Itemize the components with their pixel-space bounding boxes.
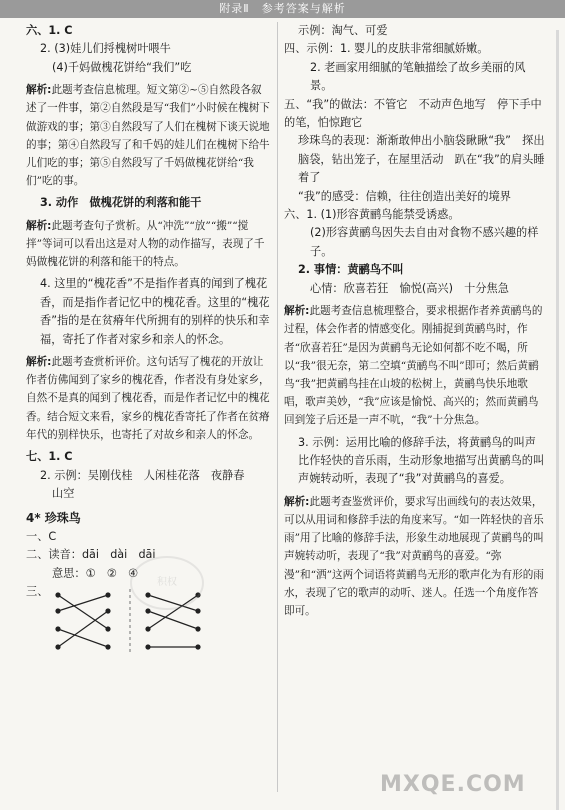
answer-6-2-a: 2. (3)娃儿们捋槐树叶喂牛 bbox=[40, 42, 171, 56]
answer-r3: 2. 老画家用细腻的笔触描绘了故乡美丽的风景。 bbox=[310, 60, 526, 93]
answer-s4-2-meaning: 意思：① ② ④ bbox=[52, 566, 139, 580]
analysis-block bbox=[26, 353, 272, 444]
column-divider bbox=[277, 22, 278, 792]
analysis-label: 解析: bbox=[26, 219, 52, 232]
analysis-text: 此题考查句子赏析。从“冲洗”“放”“搬”“搅拌”等词可以看出这是对人物的动作描写，表现了千妈做槐花饼的利落和能干的特点。 bbox=[26, 219, 265, 269]
answer-r1: 示例：淘气、可爱 bbox=[298, 24, 388, 37]
answer-r11: 3. 示例：运用比喻的修辞手法，将黄鹂鸟的叫声比作轻快的音乐雨，生动形象地描写出黄鹂鸟的叫声婉转动听，表现了“我”对黄鹂鸟的喜爱。 bbox=[298, 435, 545, 486]
answer-6-1: 六、1. C bbox=[26, 24, 73, 37]
answer-r8: (2)形容黄鹂鸟因失去自由对食物不感兴趣的样子。 bbox=[310, 226, 539, 258]
answer-7-1: 七、1. C bbox=[26, 450, 73, 464]
answer-r4: 五、“我”的做法：不管它 不动声色地写 停下手中的笔，怕惊跑它 bbox=[284, 97, 542, 130]
match-line bbox=[58, 629, 108, 647]
page-edge-shadow bbox=[556, 30, 559, 810]
answer-s4-2-pronunciation: 二、读音：dāi dài dāi bbox=[26, 548, 156, 562]
answer-3: 3. 动作 做槐花饼的利落和能干 bbox=[40, 196, 202, 210]
answer-r6: “我”的感受：信赖，往往创造出美好的境界 bbox=[298, 189, 511, 203]
analysis-block bbox=[26, 217, 272, 272]
answer-r2: 四、示例：1. 婴儿的皮肤非常细腻娇嫩。 bbox=[284, 42, 489, 56]
right-column bbox=[284, 22, 546, 620]
analysis-block bbox=[26, 81, 272, 190]
analysis-text: 此题考查信息梳理。短文第②~⑤自然段各叙述了一件事，第②自然段是写“我们”小时候在槐树下做游戏的事；第③自然段写了人们在槐树下谈天说地的事；第④自然段写了和千妈的娃儿们在槐树下给牛儿们吃的事；第⑤自然段写了千妈做槐花饼给“我们”吃的事。 bbox=[26, 84, 270, 188]
answer-7-2-a: 2. 示例：吴刚伐桂 人闲桂花落 夜静春 bbox=[40, 468, 245, 482]
analysis-label: 解析: bbox=[284, 495, 310, 508]
analysis-label: 解析: bbox=[26, 84, 52, 97]
answer-7-2-b: 山空 bbox=[52, 486, 75, 500]
section-title: 4* 珍珠鸟 bbox=[26, 511, 81, 526]
page-header: 附录Ⅱ 参考答案与解析 bbox=[0, 0, 565, 18]
answer-4: 4. 这里的“槐花香”不是指作者真的闻到了槐花香，而是指作者记忆中的槐花香。这里的“槐花香”指的是在贫瘠年代所拥有的别样的快乐和幸福，寄托了作者对家乡和亲人的怀念。 bbox=[40, 277, 270, 346]
analysis-text: 此题考查鉴赏评价，要求写出画线句的表达效果，可以从用词和修辞手法的角度来写。“如一阵轻快的音乐雨”用了比喻的修辞手法，形象生动地展现了黄鹂鸟的叫声婉转动听，表现了“我”对黄鹂鸟的喜爱。“弥漫”和“洒”这两个词语将黄鹂鸟无形的歌声化为有形的雨水，表现了它的歌声的动听、迷人。任选一个角度作答即可。 bbox=[284, 495, 544, 617]
answer-6-2-b: (4)千妈做槐花饼给“我们”吃 bbox=[52, 60, 192, 74]
answer-r10: 心情：欣喜若狂 愉悦(高兴) 十分焦急 bbox=[310, 281, 509, 295]
match-line bbox=[58, 611, 108, 647]
analysis-block bbox=[284, 302, 546, 429]
watermark-stamp: 积权 bbox=[130, 556, 204, 610]
analysis-label: 解析: bbox=[26, 356, 52, 369]
answer-r9: 2. 事情：黄鹂鸟不叫 bbox=[298, 263, 404, 277]
analysis-block bbox=[284, 493, 546, 620]
answer-s4-1: 一、C bbox=[26, 529, 57, 543]
analysis-text: 此题考查信息梳理整合，要求根据作者养黄鹂鸟的过程，体会作者的情感变化。刚捕捉到黄鹂鸟时，作者“欣喜若狂”是因为黄鹂鸟无论如何都不吃不喝，所以“我”很无奈，第二空填“黄鹂鸟不叫”即可；然后黄鹂鸟“我”把黄鹂鸟挂在山坡的松树上，黄鹂鸟快乐地歌唱，歌声美妙，“我”应该是愉悦、高兴的；然而黄鹂鸟回到笼子后还是一声不吭，“我”十分焦急。 bbox=[284, 305, 543, 427]
analysis-text: 此题考查赏析评价。这句话写了槐花的开放让作者仿佛闻到了家乡的槐花香，作者没有身处家乡，自然不是真的闻到了槐花香，而是作者记忆中的槐花香。结合短文来看，家乡的槐花香寄托了作者在贫瘠年代的别样快乐，也寄托了对故乡和亲人的怀念。 bbox=[26, 356, 270, 441]
match-line bbox=[58, 595, 108, 611]
footer-watermark: MXQE.COM bbox=[380, 772, 526, 797]
match-line bbox=[148, 611, 198, 629]
answer-r7: 六、1. (1)形容黄鹂鸟能禁受诱惑。 bbox=[284, 208, 460, 222]
answer-s4-3-label: 三、 bbox=[26, 584, 49, 598]
analysis-label: 解析: bbox=[284, 305, 310, 318]
match-line bbox=[58, 595, 108, 629]
answer-r5: 珍珠鸟的表现：渐渐敢伸出小脑袋瞅瞅“我” 探出脑袋，钻出笼子，在屋里活动 趴在“我”的肩头睡着了 bbox=[298, 134, 545, 185]
left-column bbox=[26, 22, 272, 601]
